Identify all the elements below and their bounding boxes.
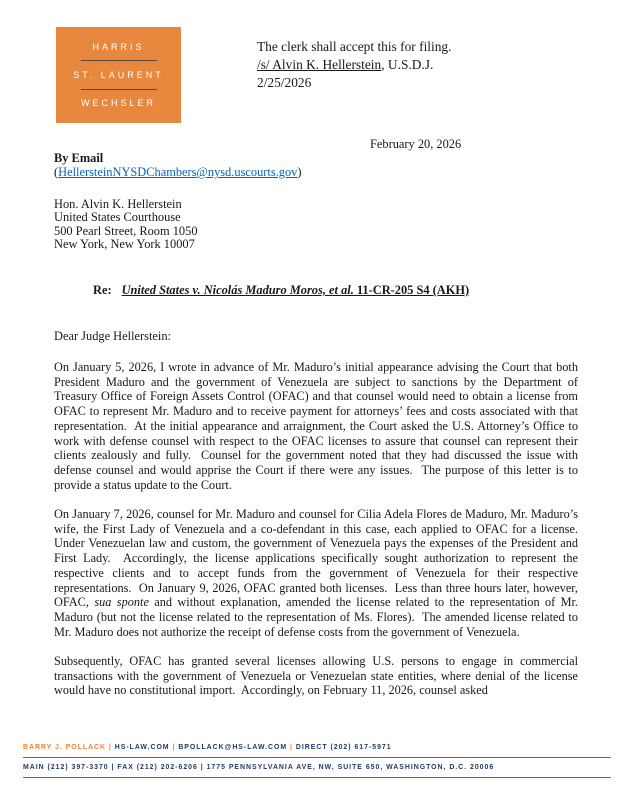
footer-line-firm-contact: MAIN (212) 397-3370 | FAX (212) 202-6206 | 1775 PENNSYLVANIA AVE, NW, SUITE 650, WASHINGTON, D.C. 20006 [23, 764, 495, 771]
recipient-address [54, 198, 198, 252]
delivery-block [54, 151, 302, 179]
salutation: Dear Judge Hellerstein: [54, 329, 171, 343]
attorney-direct-phone: DIRECT (202) 617-5971 [295, 744, 392, 751]
paragraph-2-text-cont: and without explanation, amended the license related to the representation of Mr. Maduro (but not the license related to the representation of Ms. Flores). The amended license related to Mr. Maduro does not authorize the receipt of defense costs from the government of Venezuela. [54, 595, 582, 639]
footer-contact-block [23, 744, 611, 784]
footer-separator: | [169, 744, 179, 751]
recipient-name: Hon. Alvin K. Hellerstein [54, 197, 182, 211]
paragraph-2-text: On January 7, 2026, counsel for Mr. Maduro and counsel for Cilia Adela Flores de Maduro, Mr. Maduro’s wife, the First Lady of Venezuela and a co-defendant in this case, each applied to OFAC for a license. Under Venezuelan law and custom, the government of Venezuela pays the expenses of the President and First Lady. Accordingly, the license applications specifically sought authorization to represent the respective clients and to accept funds from the government of Venezuela for their respective representations. On January 9, 2026, OFAC granted both licenses. Less than three hours later, however, OFAC, [54, 507, 585, 610]
letter-body [54, 360, 585, 713]
attorney-name: BARRY J. POLLACK [23, 744, 106, 751]
recipient-city: New York, New York 10007 [54, 237, 195, 252]
delivery-email-line [54, 165, 302, 179]
law-firm-logo [56, 27, 181, 123]
close-paren: ) [297, 165, 302, 179]
delivery-method: By Email [54, 151, 104, 165]
attorney-email: BPOLLACK@HS-LAW.COM [178, 744, 288, 751]
logo-divider [81, 89, 157, 90]
footer-divider [23, 777, 611, 778]
footer-line-attorney [23, 744, 611, 752]
footer-separator: | [287, 744, 296, 751]
logo-name-harris: HARRIS [92, 41, 145, 52]
logo-divider [81, 60, 157, 61]
logo-name-wechsler: WECHSLER [80, 98, 156, 109]
recipient-street: 500 Pearl Street, Room 1050 [54, 223, 198, 238]
letter-date: February 20, 2026 [370, 137, 462, 151]
endorsement-text: The clerk shall accept this for filing. [257, 39, 452, 54]
re-line [93, 283, 469, 298]
endorsement-signature-line [257, 56, 451, 74]
case-number: 11-CR-205 S4 (AKH) [353, 283, 470, 297]
re-label: Re: [93, 283, 112, 297]
clerk-endorsement [257, 38, 451, 92]
judge-signature: /s/ Alvin K. Hellerstein [257, 57, 382, 72]
recipient-building: United States Courthouse [54, 210, 181, 225]
open-paren: ( [54, 165, 59, 179]
case-title: United States v. Nicolás Maduro Moros, et al. [121, 283, 354, 297]
paragraph-1: On January 5, 2026, I wrote in advance of Mr. Maduro’s initial appearance advising the Court that both President Maduro and the government of Venezuela are subject to sanctions by the Department of Treasury Office of Foreign Assets Control (OFAC) and that counsel would need to obtain a license from OFAC to represent Mr. Maduro and to receive payment for attorneys’ fees and costs associated with that representation. At the initial appearance and arraignment, the Court asked the U.S. Attorney’s Office to work with defense counsel with respect to the OFAC licenses to assure that counsel can represent their clients zealously and fully. Counsel for the government noted that they had discussed the issue with defense counsel and would apprise the Court if there were any issues. The purpose of this letter is to provide a status update to the Court. [54, 360, 582, 492]
judge-title: , U.S.D.J. [381, 57, 434, 72]
logo-name-st-laurent: ST. LAURENT [73, 69, 164, 80]
latin-phrase: sua sponte [94, 595, 149, 610]
footer-separator: | [106, 744, 115, 751]
footer-divider [23, 757, 611, 758]
paragraph-3: Subsequently, OFAC has granted several licenses allowing U.S. persons to engage in commercial transactions with the government of Venezuela or Venezuelan state entities, where denial of the license would have no constitutional import. Accordingly, on February 11, 2026, counsel asked [54, 654, 582, 698]
endorsement-date: 2/25/2026 [257, 75, 312, 90]
firm-website: HS-LAW.COM [114, 744, 170, 751]
chambers-email-link[interactable]: HellersteinNYSDChambers@nysd.uscourts.gov [58, 165, 298, 179]
paragraph-2 [54, 507, 585, 639]
